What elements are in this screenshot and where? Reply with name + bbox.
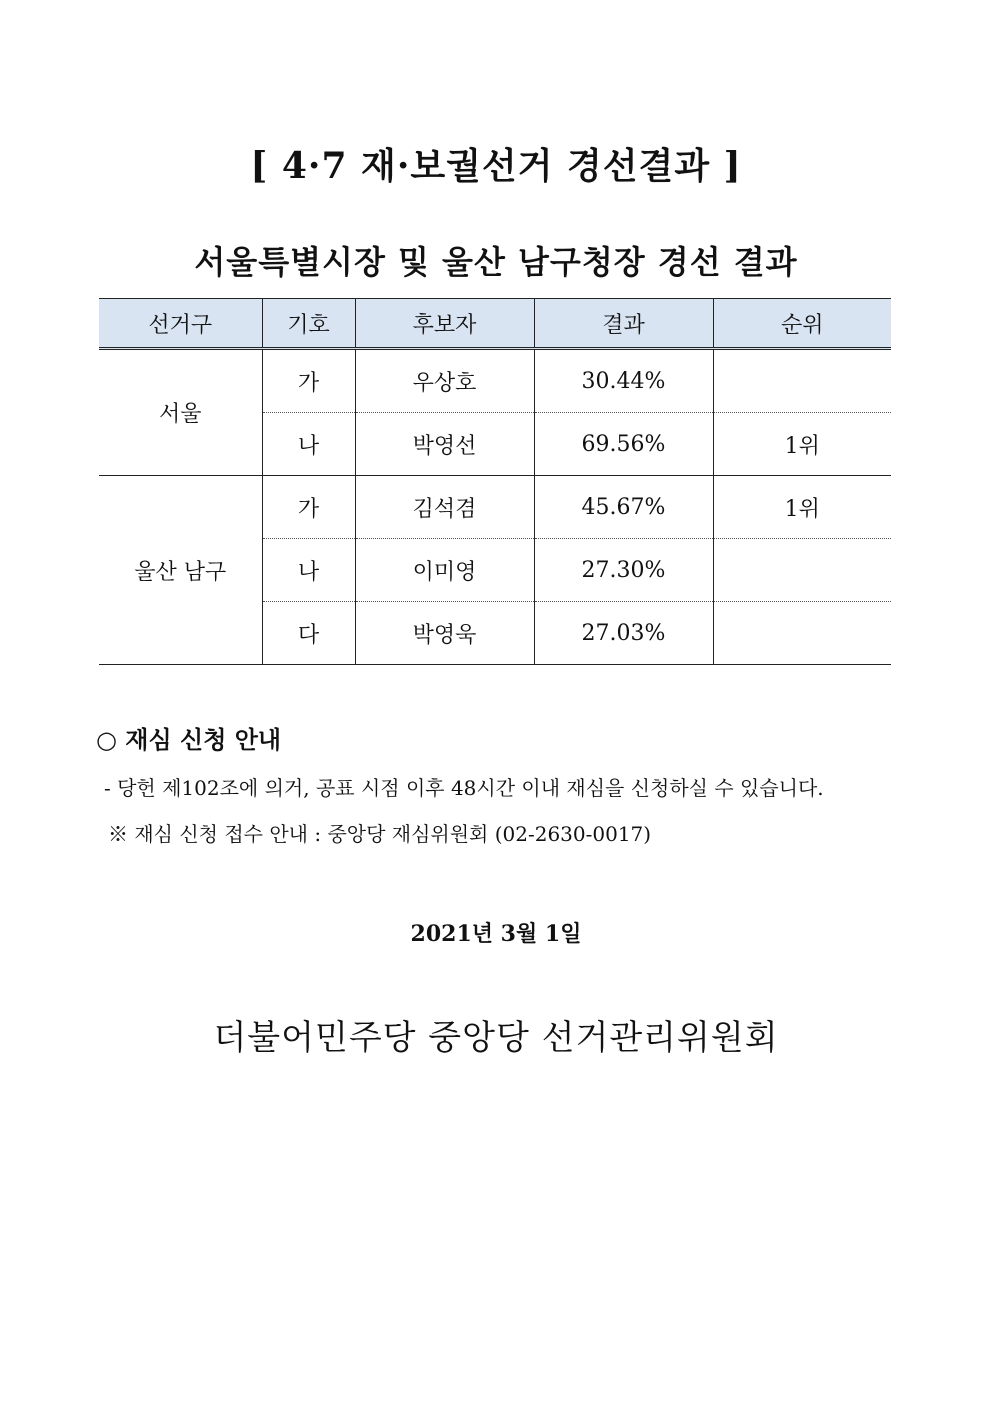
candidate-cell: 이미영 (355, 539, 534, 602)
symbol-cell: 가 (262, 349, 355, 413)
document-date: 2021년 3월 1일 (410, 921, 582, 947)
result-cell: 45.67% (534, 476, 713, 539)
notice-line-appeal: - 당헌 제102조에 의거, 공표 시점 이후 48시간 이내 재심을 신청하실 수 있습니다. (104, 776, 824, 800)
results-table (99, 298, 891, 665)
notice-heading: ○ 재심 신청 안내 (96, 726, 282, 754)
table-caption: 서울특별시장 및 울산 남구청장 경선 결과 (194, 243, 798, 281)
document-title: [ 4·7 재·보궐선거 경선결과 ] (250, 145, 742, 187)
table-row (99, 349, 891, 413)
header-symbol: 기호 (262, 299, 355, 349)
rank-cell: 1위 (713, 476, 891, 539)
table-header-row (99, 299, 891, 349)
district-cell: 울산 남구 (99, 476, 262, 665)
rank-cell (713, 349, 891, 413)
result-cell: 27.30% (534, 539, 713, 602)
header-result: 결과 (534, 299, 713, 349)
rank-cell (713, 539, 891, 602)
result-cell: 69.56% (534, 413, 713, 476)
header-candidate: 후보자 (355, 299, 534, 349)
result-cell: 30.44% (534, 349, 713, 413)
candidate-cell: 박영욱 (355, 602, 534, 665)
symbol-cell: 나 (262, 539, 355, 602)
rank-cell: 1위 (713, 413, 891, 476)
header-district: 선거구 (99, 299, 262, 349)
candidate-cell: 박영선 (355, 413, 534, 476)
table-row (99, 476, 891, 539)
district-cell: 서울 (99, 349, 262, 476)
notice-line-contact: ※ 재심 신청 접수 안내 : 중앙당 재심위원회 (02-2630-0017) (108, 822, 652, 846)
result-cell: 27.03% (534, 602, 713, 665)
header-rank: 순위 (713, 299, 891, 349)
symbol-cell: 다 (262, 602, 355, 665)
candidate-cell: 김석겸 (355, 476, 534, 539)
symbol-cell: 나 (262, 413, 355, 476)
rank-cell (713, 602, 891, 665)
candidate-cell: 우상호 (355, 349, 534, 413)
issuing-organization: 더불어민주당 중앙당 선거관리위원회 (213, 1018, 779, 1058)
symbol-cell: 가 (262, 476, 355, 539)
